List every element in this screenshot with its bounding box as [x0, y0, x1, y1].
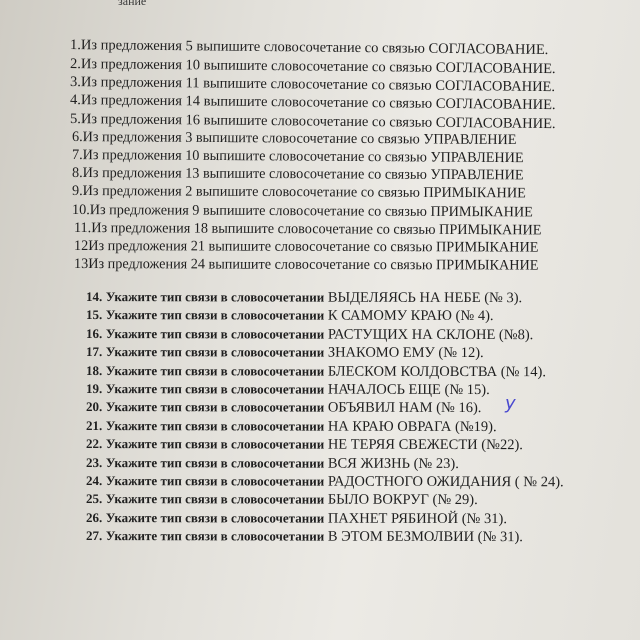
task-number: 8. — [71, 165, 83, 182]
task-number: 18. — [85, 362, 103, 378]
task-phrase: НА КРАЮ ОВРАГА (№19). — [327, 418, 497, 435]
task-instruction: Укажите тип связи в словосочетании — [105, 399, 325, 416]
task-instruction: Из предложения 3 выпишите — [82, 129, 259, 147]
task-phrase: БЛЕСКОМ КОЛДОВСТВА (№ 14). — [327, 363, 547, 380]
task-instruction: Укажите тип связи в словосочетании — [105, 325, 325, 342]
task-b-item — [86, 472, 564, 491]
task-phrase: словосочетание со связью УПРАВЛЕНИЕ — [261, 130, 517, 149]
task-phrase: ЗНАКОМО ЕМУ (№ 12). — [327, 344, 484, 362]
task-instruction: Из предложения 13 выпишите — [82, 165, 266, 183]
task-number: 14. — [85, 289, 103, 305]
task-number: 12 — [73, 238, 89, 255]
header-fragment: зание — [118, 0, 147, 8]
task-number: 26. — [85, 509, 103, 525]
task-instruction: Укажите тип связи в словосочетании — [105, 381, 325, 397]
task-number: 19. — [85, 381, 103, 397]
task-phrase: ВЫДЕЛЯЯСЬ НА НЕБЕ (№ 3). — [327, 289, 523, 307]
task-phrase: словосочетание со связью СОГЛАСОВАНИЕ. — [270, 58, 556, 78]
task-phrase: НЕ ТЕРЯЯ СВЕЖЕСТИ (№22). — [327, 436, 523, 454]
task-number: 25. — [85, 491, 103, 507]
task-instruction: Укажите тип связи в словосочетании — [105, 491, 325, 508]
task-instruction: Из предложения 14 выпишите — [80, 92, 268, 111]
task-phrase: В ЭТОМ БЕЗМОЛВИИ (№ 31). — [327, 528, 523, 546]
task-number: 7. — [71, 147, 83, 164]
task-phrase: НАЧАЛОСЬ ЕЩЕ (№ 15). — [327, 381, 490, 399]
task-b-item — [86, 435, 523, 454]
task-instruction: Из предложения 10 выпишите — [82, 147, 266, 165]
task-instruction: Из предложения 10 выпишите — [80, 56, 268, 75]
task-phrase: словосочетание со связью СОГЛАСОВАНИЕ. — [263, 39, 549, 59]
task-number: 2. — [69, 56, 81, 73]
task-instruction: Укажите тип связи в словосочетании — [105, 362, 325, 379]
task-number: 5. — [69, 111, 81, 128]
task-b-item — [86, 509, 507, 528]
task-b-item — [86, 288, 522, 307]
task-phrase: словосочетание со связью ПРИМЫКАНИЕ — [269, 203, 533, 221]
task-number: 13 — [73, 256, 89, 273]
task-a-item — [72, 201, 533, 221]
task-number: 16. — [85, 325, 103, 341]
task-phrase: ОБЪЯВИЛ НАМ (№ 16). — [327, 400, 482, 417]
task-b-item — [86, 417, 497, 436]
task-number: 11. — [73, 220, 92, 237]
task-phrase: словосочетание со связью ПРИМЫКАНИЕ — [261, 183, 526, 202]
task-number: 22. — [85, 436, 103, 452]
task-number: 17. — [85, 344, 103, 360]
task-phrase: РАДОСТНОГО ОЖИДАНИЯ ( № 24). — [327, 473, 564, 491]
task-number: 4. — [69, 92, 81, 109]
task-instruction: Из предложения 9 выпишите — [89, 202, 266, 220]
task-phrase: словосочетание со связью УПРАВЛЕНИЕ — [269, 148, 524, 167]
task-instruction: Из предложения 2 выпишите — [82, 183, 259, 200]
task-phrase: ВСЯ ЖИЗНЬ (№ 23). — [327, 455, 459, 472]
task-phrase: словосочетание со связью СОГЛАСОВАНИЕ. — [270, 113, 556, 133]
task-b-item — [86, 380, 490, 399]
task-instruction: Укажите тип связи в словосочетании — [105, 454, 325, 471]
task-instruction: Из предложения 24 выпишите — [88, 256, 272, 273]
task-instruction: Из предложения 18 выпишите — [91, 220, 275, 238]
task-instruction: Укажите тип связи в словосочетании — [105, 417, 325, 434]
task-b-item — [86, 398, 481, 417]
task-instruction: Из предложения 11 выпишите — [80, 74, 268, 93]
handwritten-mark: у — [505, 393, 516, 414]
task-b-item — [86, 490, 478, 509]
task-phrase: РАСТУЩИХ НА СКЛОНЕ (№8). — [327, 326, 534, 343]
task-a-item — [74, 237, 539, 257]
task-instruction: Укажите тип связи в словосочетании — [105, 307, 325, 324]
task-instruction: Укажите тип связи в словосочетании — [105, 473, 325, 489]
task-instruction: Из предложения 5 выпишите — [80, 37, 261, 55]
task-a-item — [74, 255, 539, 275]
task-phrase: К САМОМУ КРАЮ (№ 4). — [327, 308, 494, 325]
task-number: 21. — [85, 417, 103, 433]
task-instruction: Укажите тип связи в словосочетании — [105, 436, 325, 452]
task-phrase: словосочетание со связью СОГЛАСОВАНИЕ. — [270, 76, 556, 96]
task-instruction: Укажите тип связи в словосочетании — [105, 344, 325, 360]
task-phrase: словосочетание со связью ПРИМЫКАНИЕ — [274, 256, 539, 274]
task-phrase: словосочетание со связью ПРИМЫКАНИЕ — [274, 238, 539, 256]
task-b-item — [86, 527, 523, 546]
task-b-item — [86, 306, 494, 325]
task-instruction: Из предложения 16 выпишите — [80, 111, 268, 130]
task-b-item — [86, 343, 484, 362]
task-number: 20. — [85, 399, 103, 415]
task-number: 15. — [85, 307, 103, 323]
task-phrase: словосочетание со связью ПРИМЫКАНИЕ — [277, 221, 542, 239]
task-a-item — [72, 164, 524, 184]
task-phrase: БЫЛО ВОКРУГ (№ 29). — [327, 492, 478, 509]
task-number: 3. — [69, 74, 81, 91]
task-b-item — [86, 362, 546, 381]
task-b-item — [86, 325, 533, 344]
task-phrase: ПАХНЕТ РЯБИНОЙ (№ 31). — [327, 510, 507, 527]
task-number: 24. — [85, 473, 103, 489]
task-phrase: словосочетание со связью УПРАВЛЕНИЕ — [269, 166, 524, 184]
task-number: 6. — [71, 129, 83, 146]
task-instruction: Укажите тип связи в словосочетании — [105, 289, 325, 305]
task-phrase: словосочетание со связью СОГЛАСОВАНИЕ. — [270, 94, 556, 114]
task-instruction: Из предложения 21 выпишите — [88, 238, 272, 255]
task-number: 27. — [85, 528, 103, 544]
task-instruction: Укажите тип связи в словосочетании — [105, 509, 325, 526]
task-number: 10. — [71, 202, 90, 219]
task-number: 23. — [85, 454, 103, 470]
task-number: 1. — [69, 37, 81, 54]
task-a-item — [72, 182, 526, 202]
task-number: 9. — [71, 183, 83, 200]
task-b-item — [86, 454, 459, 473]
task-instruction: Укажите тип связи в словосочетании — [105, 528, 325, 544]
